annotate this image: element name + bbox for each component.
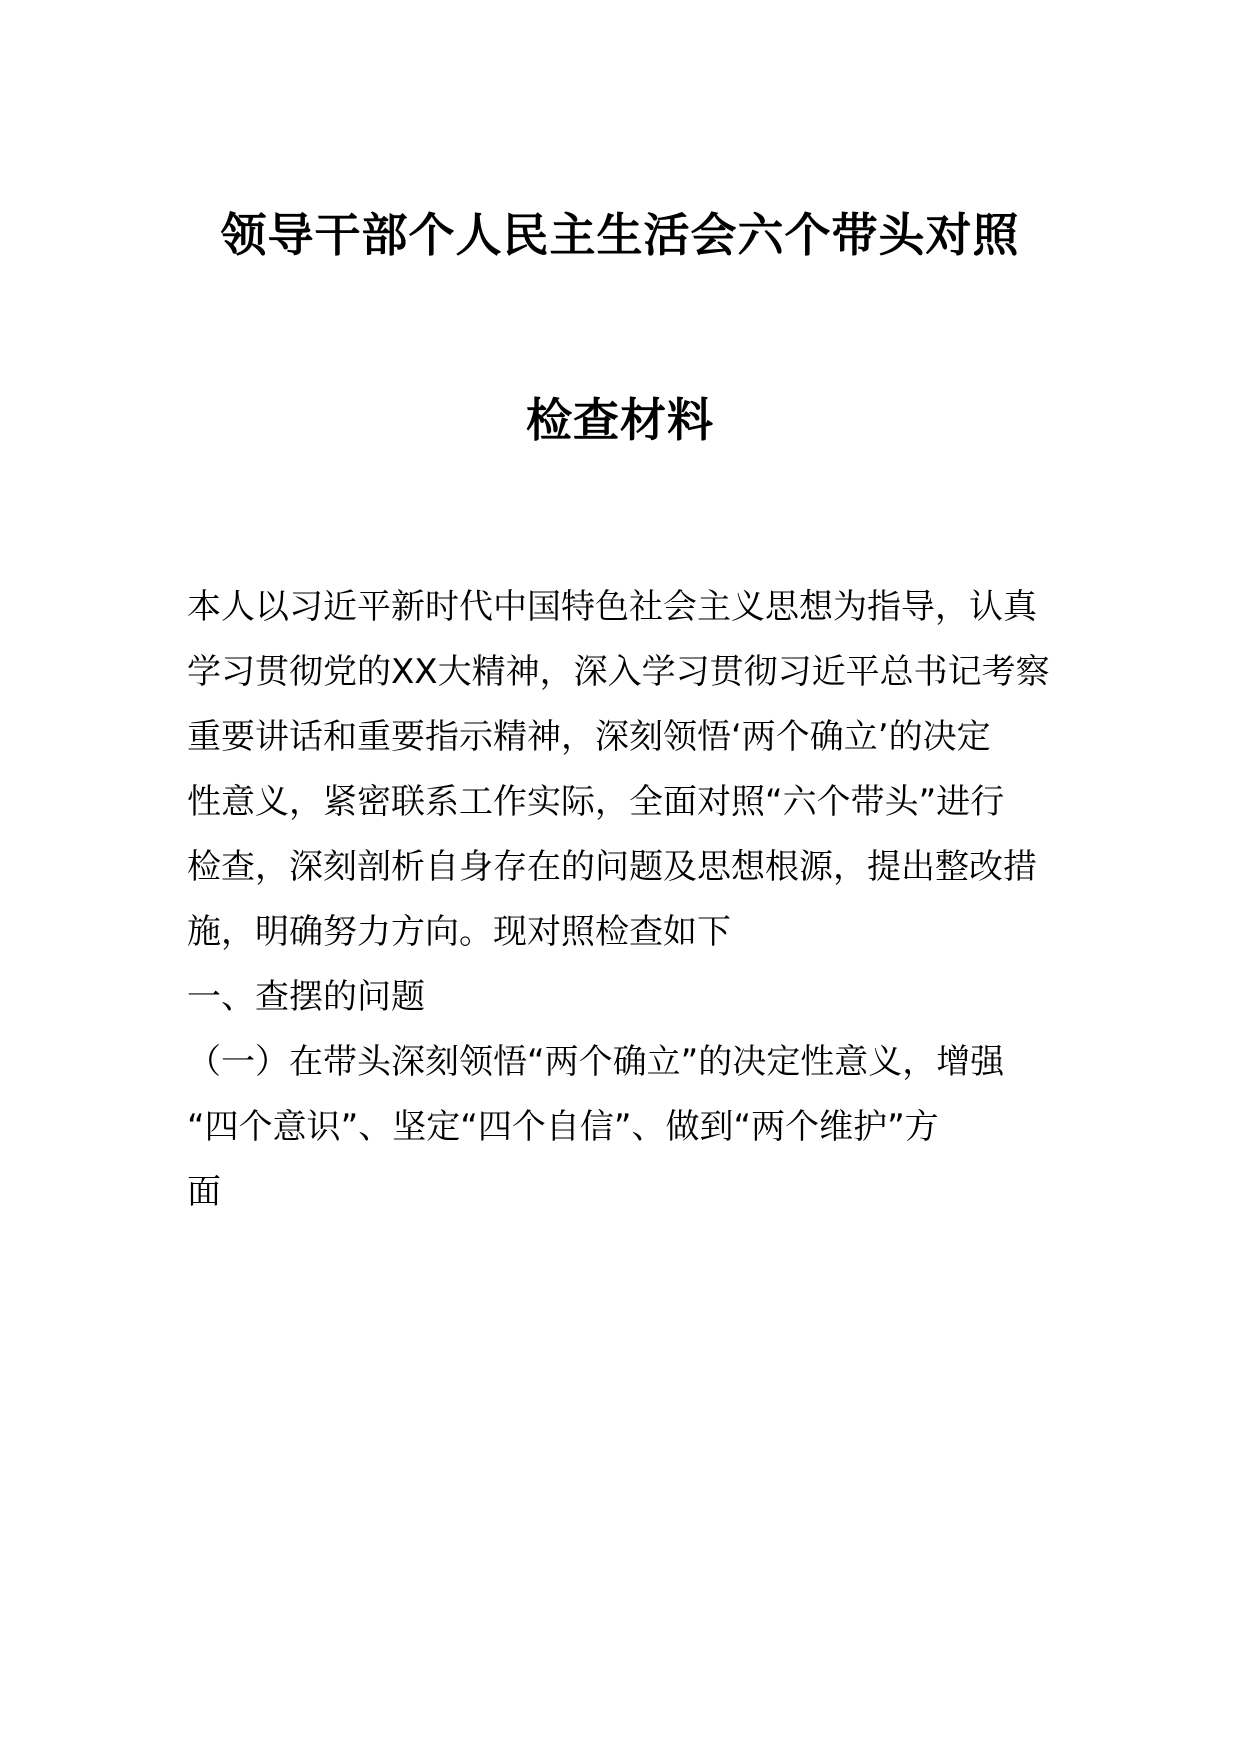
intro-paragraph-line: 学习贯彻党的XX大精神，深入学习贯彻习近平总书记考察 [187, 652, 1050, 692]
section-heading: 一、查摆的问题 [187, 977, 425, 1017]
document-title-line-2: 检查材料 [526, 393, 714, 447]
intro-paragraph-line: 性意义，紧密联系工作实际，全面对照“六个带头”进行 [187, 782, 1005, 822]
subsection-heading-line: 面 [187, 1172, 221, 1212]
intro-paragraph-line: 重要讲话和重要指示精神，深刻领悟‘两个确立’的决定 [187, 717, 991, 757]
intro-paragraph-line: 施，明确努力方向。现对照检查如下 [187, 912, 731, 952]
intro-paragraph-line: 检查，深刻剖析自身存在的问题及思想根源，提出整改措 [187, 847, 1037, 887]
document-title-line-1: 领导干部个人民主生活会六个带头对照 [220, 208, 1020, 262]
subsection-heading-line: “四个意识”、坚定“四个自信”、做到“两个维护”方 [187, 1107, 939, 1147]
subsection-heading-line: （一）在带头深刻领悟“两个确立”的决定性意义，增强 [187, 1042, 1005, 1082]
document-body [187, 575, 1057, 1225]
intro-paragraph-line: 本人以习近平新时代中国特色社会主义思想为指导，认真 [187, 587, 1037, 627]
